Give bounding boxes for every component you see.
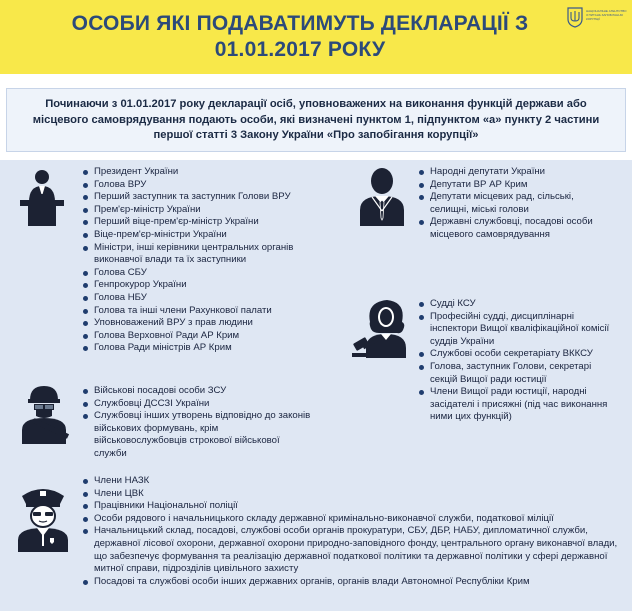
list-item: Працівники Національної поліції xyxy=(82,500,622,513)
list-item: Перший заступник та заступник Голови ВРУ xyxy=(82,191,312,204)
list-item: Члени Вищої ради юстиції, народні засідателі і присяжні (під час виконання ними цих функцій) xyxy=(418,386,618,424)
list-item: Депутати ВР АР Крим xyxy=(418,179,608,192)
intro-section xyxy=(0,74,632,160)
intro-text: Починаючи з 01.01.2017 року декларації осіб, уповноважених на виконання функцій держави або місцевого самоврядування подають особи, які визначені пунктом 1, підпунктом «а» пункту 2 частини першої статті 3 Закону України «Про запобігання корупції» xyxy=(6,88,626,152)
list-item: Посадові та службові особи інших державних органів, органів влади Автономної Республіки Крим xyxy=(82,576,622,589)
list-item: Генпрокурор України xyxy=(82,279,312,292)
emblem-caption xyxy=(586,9,630,21)
list-item: Голова та інші члени Рахункової палати xyxy=(82,305,312,318)
police-officer-icon xyxy=(14,484,72,552)
emblem-line: КОРУПЦІЇ xyxy=(586,17,600,21)
list-item: Професійні судді, дисциплінарні інспектори Вищої кваліфікаційної комісії суддів України xyxy=(418,311,618,349)
police-list xyxy=(82,475,622,588)
list-item: Прем'єр-міністр України xyxy=(82,204,312,217)
page-title: ОСОБИ ЯКІ ПОДАВАТИМУТЬ ДЕКЛАРАЦІЇ З 01.01.2017 РОКУ xyxy=(71,12,529,61)
list-item: Голова, заступник Голови, секретарі секцій Вищої ради юстиції xyxy=(418,361,618,386)
list-item: Судді КСУ xyxy=(418,298,618,311)
list-item: Президент України xyxy=(82,166,312,179)
emblem-line: НАЦІОНАЛЬНЕ АГЕНТСТВО xyxy=(586,9,627,13)
list-item: Перший віце-прем'єр-міністр України xyxy=(82,216,312,229)
list-item: Голова Ради міністрів АР Крим xyxy=(82,342,312,355)
list-item: Голова СБУ xyxy=(82,267,312,280)
list-item: Члени НАЗК xyxy=(82,475,622,488)
header-banner xyxy=(0,0,632,74)
list-item: Депутати місцевих рад, сільські, селищні, міські голови xyxy=(418,191,608,216)
deputies-list xyxy=(418,166,608,242)
businessman-icon xyxy=(356,166,408,226)
judge-with-gavel-icon xyxy=(352,296,414,358)
list-item: Міністри, інші керівники центральних органів виконавчої влади та їх заступники xyxy=(82,242,312,267)
trident-emblem-icon xyxy=(566,6,584,28)
list-item: Віце-прем'єр-міністри України xyxy=(82,229,312,242)
official-at-podium-icon xyxy=(18,168,66,226)
soldier-icon xyxy=(18,384,70,444)
judges-list xyxy=(418,298,618,424)
list-item: Народні депутати України xyxy=(418,166,608,179)
emblem-line: З ПИТАНЬ ЗАПОБІГАННЯ xyxy=(586,13,623,17)
list-item: Службовці інших утворень відповідно до законів військових формувань, крім військовослужбовців строкової військової служби xyxy=(82,410,312,460)
list-item: Члени ЦВК xyxy=(82,488,622,501)
list-item: Уповноважений ВРУ з прав людини xyxy=(82,317,312,330)
military-list xyxy=(82,385,312,461)
list-item: Військові посадові особи ЗСУ xyxy=(82,385,312,398)
list-item: Голова НБУ xyxy=(82,292,312,305)
list-item: Голова Верховної Ради АР Крим xyxy=(82,330,312,343)
list-item: Голова ВРУ xyxy=(82,179,312,192)
officials-list xyxy=(82,166,312,355)
list-item: Службові особи секретаріату ВККСУ xyxy=(418,348,618,361)
list-item: Державні службовці, посадові особи місцевого самоврядування xyxy=(418,216,608,241)
list-item: Службовці ДССЗІ України xyxy=(82,398,312,411)
list-item: Начальницький склад, посадові, службові особи органів прокуратури, СБУ, ДБР, НАБУ, дипломатичної служби, державної лісової охорони, державної охорони природно-заповідного фонду, центрального органу виконавчої влади, що забезпечує формування та реалізацію державної податкової політики та державної політики у сфері державної митної справи, підрозділів цивільного захисту xyxy=(82,525,622,575)
list-item: Особи рядового і начальницького складу державної кримінально-виконавчої служби, податкової міліції xyxy=(82,513,622,526)
